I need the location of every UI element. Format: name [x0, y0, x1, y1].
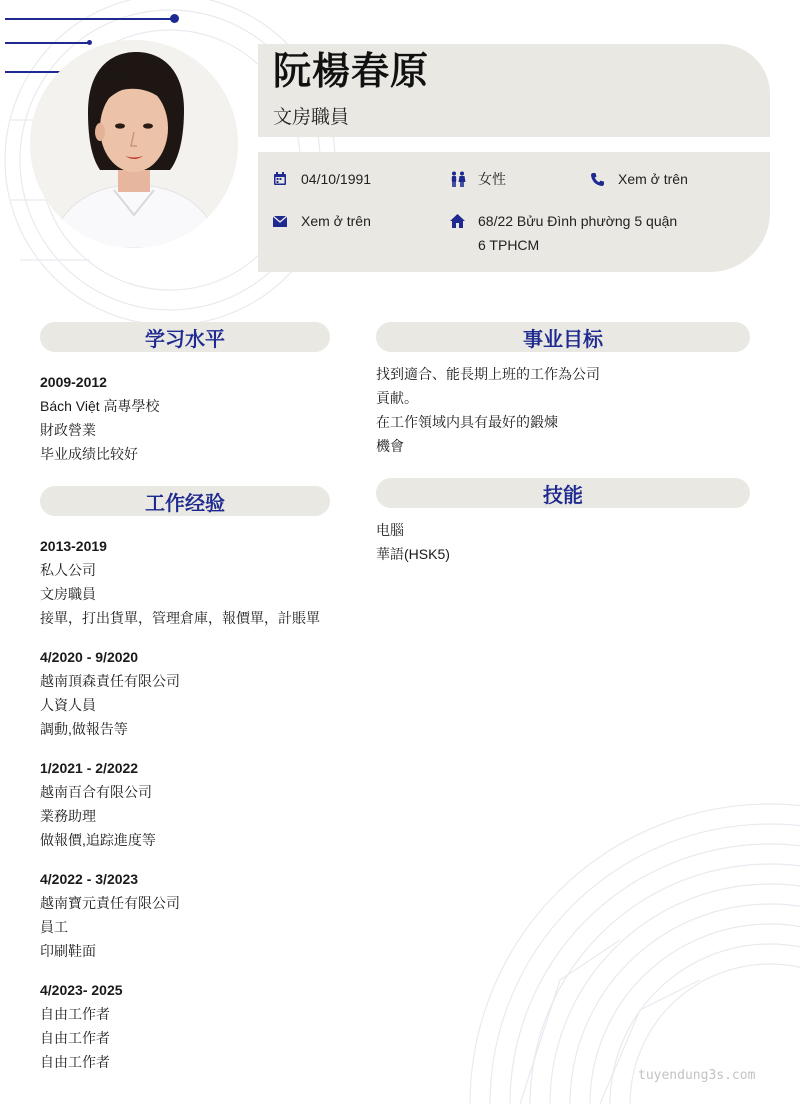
skills-heading: 技能	[376, 478, 750, 508]
accent-dot-2	[87, 40, 92, 45]
address-item	[450, 209, 677, 257]
gender-item	[450, 167, 506, 191]
gender-icon	[450, 167, 468, 191]
objective-section	[376, 362, 750, 458]
job-line: 調動,做報告等	[40, 721, 128, 737]
objective-line: 找到適合、能長期上班的工作為公司	[376, 366, 600, 382]
education-years: 2009-2012	[40, 374, 107, 390]
job-line: 私人公司	[40, 562, 96, 578]
accent-dot-1	[170, 14, 179, 23]
address-line-1: 68/22 Bửu Đình phường 5 quận	[478, 213, 678, 229]
job-years: 1/2021 - 2/2022	[40, 760, 139, 776]
education-line: Bách Việt 高專學校	[40, 398, 160, 414]
home-icon	[450, 209, 468, 233]
job-line: 印刷鞋面	[40, 943, 96, 959]
job-entry	[40, 756, 340, 852]
address-line-2: 6 TPHCM	[478, 237, 540, 253]
job-entry	[40, 534, 340, 630]
birthday-item	[273, 167, 371, 191]
experience-section	[40, 534, 340, 1074]
skill-item: 華語(HSK5)	[376, 546, 450, 562]
accent-line-3	[5, 71, 60, 73]
name-panel	[258, 44, 770, 137]
contact-panel	[258, 152, 770, 272]
job-line: 自由工作者	[40, 1030, 110, 1046]
education-line: 毕业成绩比较好	[40, 446, 138, 462]
phone-value: Xem ở trên	[618, 171, 688, 187]
skills-section	[376, 518, 750, 566]
education-heading: 学习水平	[40, 322, 330, 352]
experience-heading: 工作经验	[40, 486, 330, 516]
email-item	[273, 209, 371, 233]
job-years: 2013-2019	[40, 538, 107, 554]
birthday-value: 04/10/1991	[301, 171, 372, 187]
education-line: 財政營業	[40, 422, 96, 438]
objective-heading: 事业目标	[376, 322, 750, 352]
job-entry	[40, 645, 340, 741]
objective-line: 在工作領域内具有最好的鍛煉	[376, 414, 558, 430]
objective-line: 貢献。	[376, 390, 418, 406]
job-line: 接單，打出貨單，管理倉庫，報價單，計賬單	[40, 610, 320, 626]
job-years: 4/2020 - 9/2020	[40, 649, 139, 665]
objective-line: 機會	[376, 438, 404, 454]
job-line: 越南頂森責任有限公司	[40, 673, 180, 689]
job-line: 文房職員	[40, 586, 96, 602]
job-years: 4/2022 - 3/2023	[40, 871, 139, 887]
gender-value: 女性	[478, 171, 506, 187]
education-section	[40, 370, 330, 466]
full-name: 阮楊春原	[273, 51, 430, 93]
job-title: 文房職員	[273, 106, 350, 128]
email-value: Xem ở trên	[301, 213, 371, 229]
phone-item	[590, 167, 688, 191]
job-line: 人資人員	[40, 697, 96, 713]
profile-photo	[30, 40, 238, 248]
job-line: 做報價,追踪進度等	[40, 832, 156, 848]
job-entry	[40, 978, 340, 1074]
job-years: 4/2023- 2025	[40, 982, 123, 998]
job-line: 自由工作者	[40, 1006, 110, 1022]
phone-icon	[590, 167, 608, 191]
skill-item: 电腦	[376, 522, 404, 538]
job-line: 業務助理	[40, 808, 96, 824]
watermark: tuyendung3s.com	[638, 1068, 756, 1083]
accent-line-2	[5, 42, 90, 44]
accent-line-1	[5, 18, 175, 20]
calendar-icon	[273, 167, 291, 191]
job-line: 自由工作者	[40, 1054, 110, 1070]
envelope-icon	[273, 209, 291, 233]
job-entry	[40, 867, 340, 963]
job-line: 越南百合有限公司	[40, 784, 152, 800]
job-line: 員工	[40, 919, 68, 935]
job-line: 越南寶元責任有限公司	[40, 895, 180, 911]
